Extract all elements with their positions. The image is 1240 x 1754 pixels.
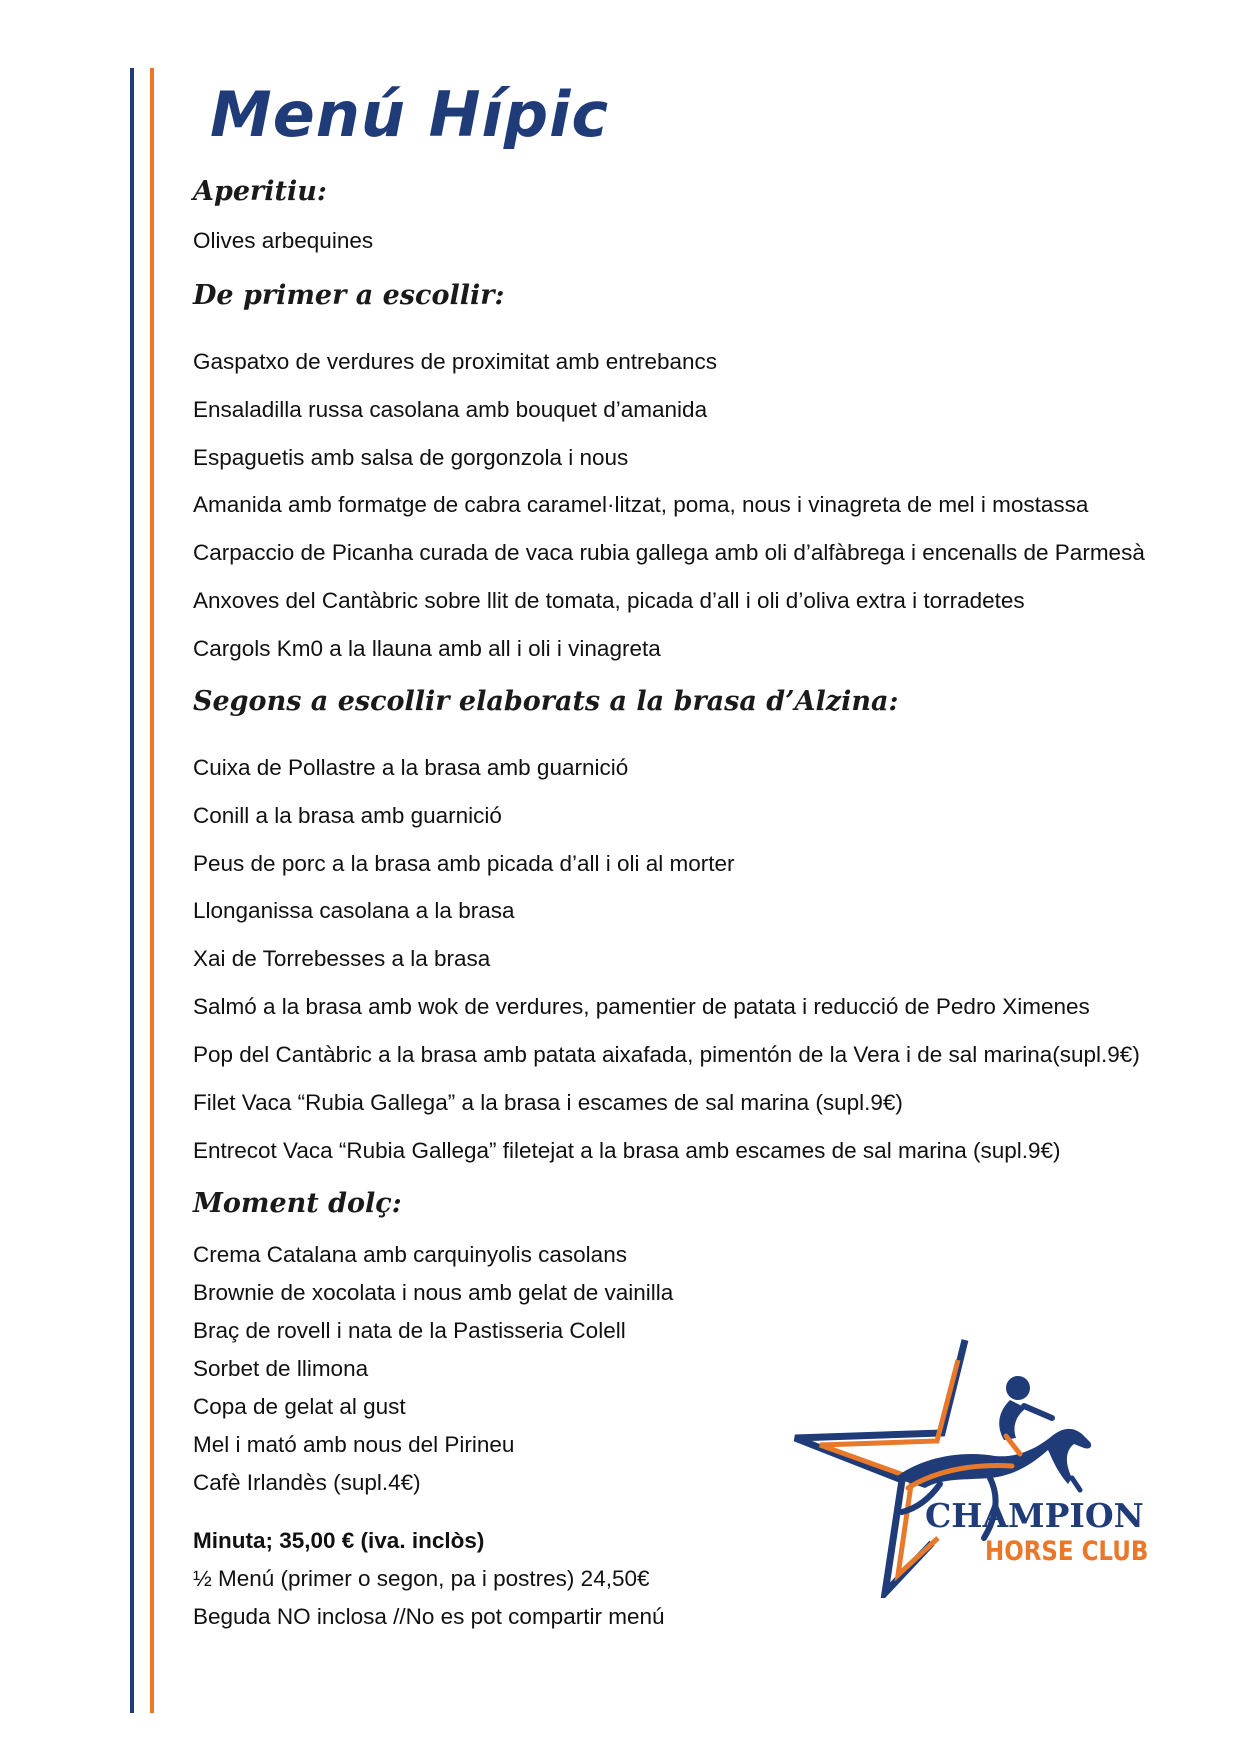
half-menu-line: ½ Menú (primer o segon, pa i postres) 24,50€	[193, 1566, 650, 1591]
segons-item: Peus de porc a la brasa amb picada d’all i oli al morter	[193, 851, 735, 876]
primer-item: Amanida amb formatge de cabra caramel·litzat, poma, nous i vinagreta de mel i mostassa	[193, 492, 1089, 517]
price-line: Minuta; 35,00 € (iva. inclòs)	[193, 1528, 485, 1553]
heading-segons: Segons a escollir elaborats a la brasa d’Alzina:	[193, 686, 899, 717]
champion-horse-club-logo	[790, 1338, 1149, 1598]
dolc-item: Crema Catalana amb carquinyolis casolans	[193, 1242, 627, 1267]
primer-item: Ensaladilla russa casolana amb bouquet d’amanida	[193, 397, 708, 422]
dolc-item: Sorbet de llimona	[193, 1356, 369, 1381]
segons-item: Entrecot Vaca “Rubia Gallega” filetejat a la brasa amb escames de sal marina (supl.9€)	[193, 1138, 1061, 1163]
drinks-note: Beguda NO inclosa //No es pot compartir menú	[193, 1604, 665, 1629]
segons-item: Filet Vaca “Rubia Gallega” a la brasa i escames de sal marina (supl.9€)	[193, 1090, 903, 1115]
segons-item: Llonganissa casolana a la brasa	[193, 898, 515, 923]
dolc-item: Braç de rovell i nata de la Pastisseria Colell	[193, 1318, 626, 1343]
primer-item: Anxoves del Cantàbric sobre llit de tomata, picada d’all i oli d’oliva extra i torradetes	[193, 588, 1025, 613]
primer-item: Carpaccio de Picanha curada de vaca rubia gallega amb oli d’alfàbrega i encenalls de Parmesà	[193, 540, 1145, 565]
dolc-item: Mel i mató amb nous del Pirineu	[193, 1432, 515, 1457]
segons-item: Salmó a la brasa amb wok de verdures, pamentier de patata i reducció de Pedro Ximenes	[193, 994, 1090, 1019]
heading-dolc: Moment dolç:	[193, 1188, 402, 1219]
left-orange-rule	[150, 68, 154, 1713]
dolc-item: Cafè Irlandès (supl.4€)	[193, 1470, 421, 1495]
aperitiu-item: Olives arbequines	[193, 228, 374, 253]
primer-item: Gaspatxo de verdures de proximitat amb entrebancs	[193, 349, 718, 374]
logo-text-champion: CHAMPION	[925, 1496, 1144, 1535]
primer-item: Espaguetis amb salsa de gorgonzola i nous	[193, 445, 629, 470]
primer-item: Cargols Km0 a la llauna amb all i oli i vinagreta	[193, 636, 661, 661]
segons-item: Cuixa de Pollastre a la brasa amb guarnició	[193, 755, 629, 780]
heading-primer: De primer a escollir:	[193, 280, 505, 311]
menu-title: Menú Hípic	[210, 78, 610, 151]
heading-aperitiu: Aperitiu:	[193, 176, 327, 207]
segons-item: Xai de Torrebesses a la brasa	[193, 946, 491, 971]
dolc-item: Brownie de xocolata i nous amb gelat de vainilla	[193, 1280, 674, 1305]
dolc-item: Copa de gelat al gust	[193, 1394, 406, 1419]
logo-text-horse-club: HORSE CLUB	[985, 1536, 1149, 1567]
segons-item: Conill a la brasa amb guarnició	[193, 803, 502, 828]
left-blue-rule	[130, 68, 134, 1713]
segons-item: Pop del Cantàbric a la brasa amb patata aixafada, pimentón de la Vera i de sal marina(supl.9€)	[193, 1042, 1140, 1067]
